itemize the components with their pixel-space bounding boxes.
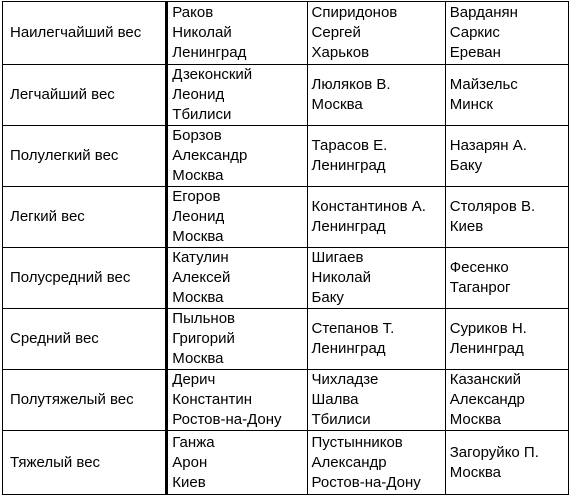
athlete-line: Баку (311, 289, 344, 306)
athlete-cell (445, 126, 568, 187)
athlete-line: Константин (172, 391, 253, 408)
table-row (3, 370, 569, 431)
athlete-line: Ростов-на-Дону (172, 411, 282, 428)
athlete-line: Варданян (449, 4, 518, 21)
athlete-line: Степанов Т. (311, 320, 395, 337)
athlete-line: Катулин (172, 249, 229, 266)
athlete-cell (445, 187, 568, 248)
athlete-line: Таганрог (449, 279, 511, 296)
athlete-cell (307, 65, 445, 126)
athlete-line: Александр (449, 391, 525, 408)
athlete-cell (167, 370, 307, 431)
athlete-line: Александр (311, 453, 387, 471)
results-table (2, 1, 569, 495)
athlete-line: Пустынников (311, 433, 403, 451)
athlete-line: Москва (172, 167, 224, 184)
athlete-cell (307, 126, 445, 187)
athlete-line: Майзельс (449, 76, 518, 93)
athlete-line: Москва (172, 228, 224, 245)
table-row (3, 431, 569, 495)
table-row (3, 248, 569, 309)
weight-category-cell: Наилегчайший вес (3, 2, 167, 65)
athlete-line: Москва (311, 96, 363, 113)
athlete-line: Спиридонов (311, 4, 398, 21)
athlete-cell (167, 126, 307, 187)
athlete-line: Константинов А. (311, 198, 426, 215)
athlete-line: Киев (449, 218, 484, 235)
athlete-line: Раков (172, 4, 214, 21)
athlete-cell (167, 187, 307, 248)
athlete-line: Москва (172, 289, 224, 306)
athlete-line: Харьков (311, 44, 370, 61)
athlete-line: Люляков В. (311, 76, 391, 93)
athlete-line: Леонид (172, 208, 225, 225)
table-row (3, 65, 569, 126)
athlete-line: Тбилиси (172, 106, 232, 123)
table-row (3, 309, 569, 370)
athlete-cell (307, 309, 445, 370)
athlete-line: Сергей (311, 24, 361, 41)
athlete-line: Тарасов Е. (311, 137, 388, 154)
athlete-line: Казанский (449, 371, 521, 388)
athlete-line: Пыльнов (172, 310, 236, 327)
athlete-cell (167, 431, 307, 495)
athlete-line: Шигаев (311, 249, 364, 266)
athlete-line: Николай (172, 24, 232, 41)
athlete-line: Григорий (172, 330, 235, 347)
weight-category-cell: Полулегкий вес (3, 126, 167, 187)
results-table-body (3, 2, 569, 495)
athlete-line: Суриков Н. (449, 320, 527, 337)
athlete-line: Минск (449, 96, 493, 113)
athlete-line: Ганжа (172, 433, 215, 451)
athlete-cell (445, 431, 568, 495)
athlete-line: Ленинград (172, 44, 247, 61)
athlete-line: Ростов-на-Дону (311, 473, 421, 491)
athlete-cell (167, 309, 307, 370)
athlete-line: Чихладзе (311, 371, 379, 388)
athlete-line: Николай (311, 269, 371, 286)
athlete-line: Москва (449, 463, 501, 481)
athlete-cell (307, 431, 445, 495)
athlete-line: Арон (172, 453, 208, 471)
table-row (3, 126, 569, 187)
athlete-line: Назарян А. (449, 137, 527, 154)
athlete-cell (307, 2, 445, 65)
athlete-line: Ленинград (311, 218, 386, 235)
athlete-cell (445, 2, 568, 65)
weight-category-cell: Средний вес (3, 309, 167, 370)
athlete-line: Алексей (172, 269, 231, 286)
athlete-line: Москва (172, 350, 224, 367)
athlete-cell (445, 65, 568, 126)
weight-category-cell: Легчайший вес (3, 65, 167, 126)
weight-category-cell: Полусредний вес (3, 248, 167, 309)
athlete-cell (445, 309, 568, 370)
athlete-cell (167, 248, 307, 309)
weight-category-cell: Полутяжелый вес (3, 370, 167, 431)
athlete-cell (307, 248, 445, 309)
athlete-line: Столяров В. (449, 198, 536, 215)
athlete-line: Москва (449, 411, 501, 428)
athlete-cell (445, 248, 568, 309)
table-row (3, 2, 569, 65)
athlete-line: Загоруйко П. (449, 443, 539, 461)
athlete-line: Леонид (172, 86, 225, 103)
athlete-line: Александр (172, 147, 248, 164)
athlete-cell (307, 370, 445, 431)
athlete-line: Баку (449, 157, 483, 174)
athlete-line: Ленинград (311, 157, 386, 174)
athlete-line: Дзеконский (172, 66, 253, 83)
weight-category-cell: Легкий вес (3, 187, 167, 248)
athlete-line: Дерич (172, 371, 216, 388)
athlete-line: Ленинград (311, 340, 386, 357)
athlete-cell (445, 370, 568, 431)
athlete-line: Ереван (449, 44, 501, 61)
athlete-line: Шалва (311, 391, 359, 408)
athlete-line: Саркис (449, 24, 500, 41)
table-row (3, 187, 569, 248)
athlete-cell (167, 2, 307, 65)
athlete-line: Киев (172, 473, 206, 491)
athlete-line: Борзов (172, 127, 222, 144)
athlete-line: Тбилиси (311, 411, 371, 428)
athlete-cell (167, 65, 307, 126)
athlete-line: Ленинград (449, 340, 524, 357)
athlete-line: Егоров (172, 188, 221, 205)
weight-category-cell: Тяжелый вес (3, 431, 167, 495)
athlete-cell (307, 187, 445, 248)
athlete-line: Фесенко (449, 259, 509, 276)
